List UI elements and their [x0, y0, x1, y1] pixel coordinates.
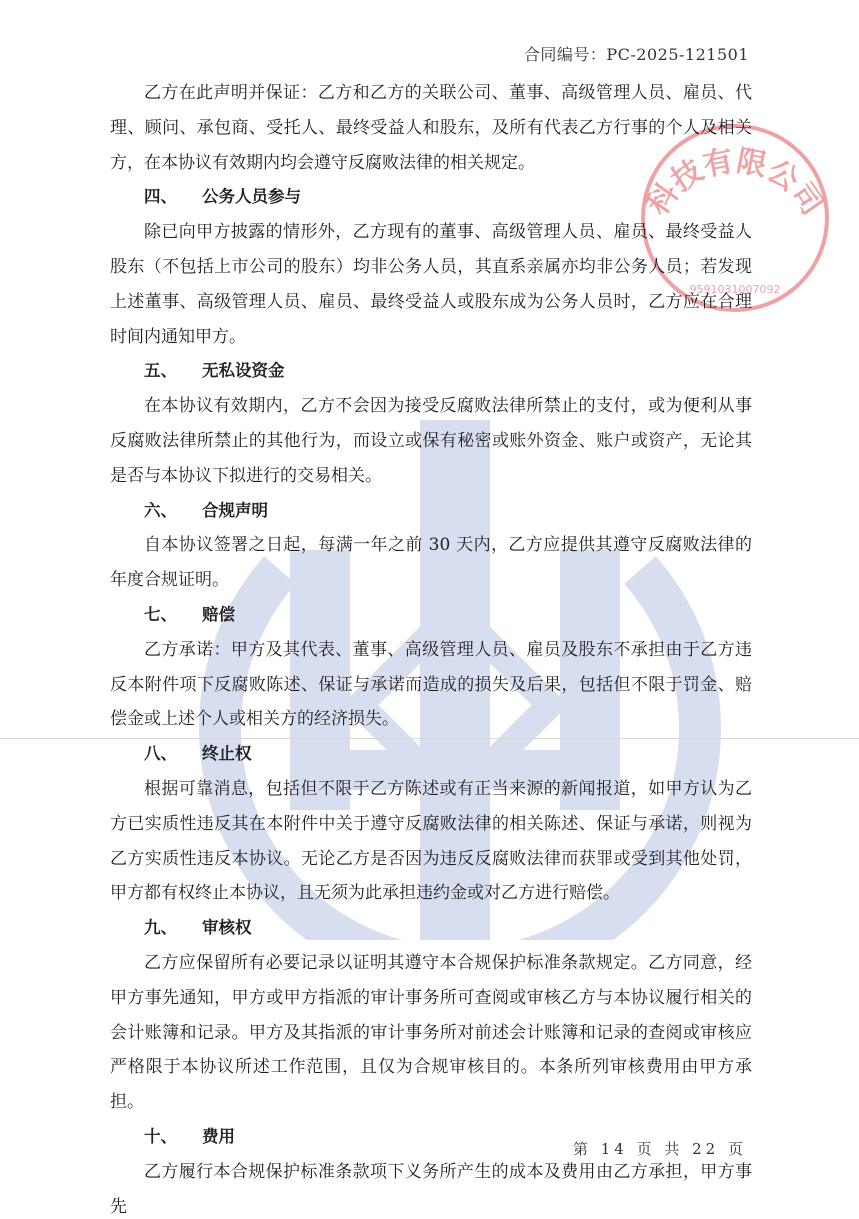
paragraph: 乙方履行本合规保护标准条款项下义务所产生的成本及费用由乙方承担，甲方事先 — [110, 1161, 752, 1217]
paragraph: 自本协议签署之日起，每满一年之前 30 天内，乙方应提供其遵守反腐败法律的年度合规证明。 — [110, 535, 752, 591]
section-title: 公务人员参与 — [202, 187, 301, 207]
section-number: 六、 — [144, 500, 177, 520]
section-number: 十、 — [144, 1126, 177, 1146]
paragraph: 根据可靠消息，包括但不限于乙方陈述或有正当来源的新闻报道，如甲方认为乙方已实质性违反其在本附件中关于遵守反腐败法律的相关陈述、保证与承诺，则视为乙方实质性违反本协议。无论乙方是否因为违反反腐败法律而获罪或受到其他处罚，甲方都有权终止本协议，且无须为此承担违约金或对乙方进行赔偿。 — [110, 778, 752, 904]
section-number: 九、 — [144, 918, 177, 938]
paragraph: 乙方承诺：甲方及其代表、董事、高级管理人员、雇员及股东不承担由于乙方违反本附件项下反腐败陈述、保证与承诺而造成的损失及后果，包括但不限于罚金、赔偿金或上述个人或相关方的经济损失。 — [110, 639, 752, 730]
section-heading — [110, 354, 752, 389]
stamp-text: 科技有限公司 — [640, 143, 830, 222]
section-title: 赔偿 — [202, 604, 235, 624]
stamp-code: 9591031007092 — [689, 283, 781, 296]
section-title: 终止权 — [202, 744, 252, 764]
section-number: 四、 — [144, 187, 177, 207]
section-number: 七、 — [144, 604, 177, 624]
scan-line — [0, 738, 859, 739]
section-heading — [110, 494, 752, 529]
section-title: 费用 — [202, 1126, 235, 1146]
section-title: 无私设资金 — [202, 361, 285, 381]
paragraph: 除已向甲方披露的情形外，乙方现有的董事、高级管理人员、雇员、最终受益人股东（不包括上市公司的股东）均非公务人员，其直系亲属亦均非公务人员；若发现上述董事、高级管理人员、雇员、最终受益人或股东成为公务人员时，乙方应在合理时间内通知甲方。 — [110, 222, 752, 347]
section-heading — [110, 180, 752, 215]
section-title: 合规声明 — [202, 500, 268, 520]
section-number: 五、 — [144, 361, 177, 381]
section-heading — [110, 737, 752, 772]
contract-body — [110, 76, 752, 1219]
section-heading — [110, 598, 752, 633]
section-title: 审核权 — [202, 918, 252, 938]
page-number: 第 14 页 共 22 页 — [572, 1140, 747, 1158]
paragraph: 乙方在此声明并保证：乙方和乙方的关联公司、董事、高级管理人员、雇员、代理、顾问、承包商、受托人、最终受益人和股东，及所有代表乙方行事的个人及相关方，在本协议有效期内均会遵守反腐败法律的相关规定。 — [110, 83, 752, 173]
paragraph: 乙方应保留所有必要记录以证明其遵守本合规保护标准条款规定。乙方同意，经甲方事先通知，甲方或甲方指派的审计事务所可查阅或审核乙方与本协议履行相关的会计账簿和记录。甲方及其指派的审计事务所对前述会计账簿和记录的查阅或审核应严格限于本协议所述工作范围，且仅为合规审核目的。本条所列审核费用由甲方承担。 — [110, 952, 752, 1113]
paragraph: 在本协议有效期内，乙方不会因为接受反腐败法律所禁止的支付，或为便利从事反腐败法律所禁止的其他行为，而设立或保有秘密或账外资金、账户或资产，无论其是否与本协议下拟进行的交易相关。 — [110, 396, 752, 486]
section-heading — [110, 911, 752, 946]
section-number: 八、 — [144, 744, 177, 764]
contract-number: 合同编号：PC-2025-121501 — [523, 45, 749, 64]
